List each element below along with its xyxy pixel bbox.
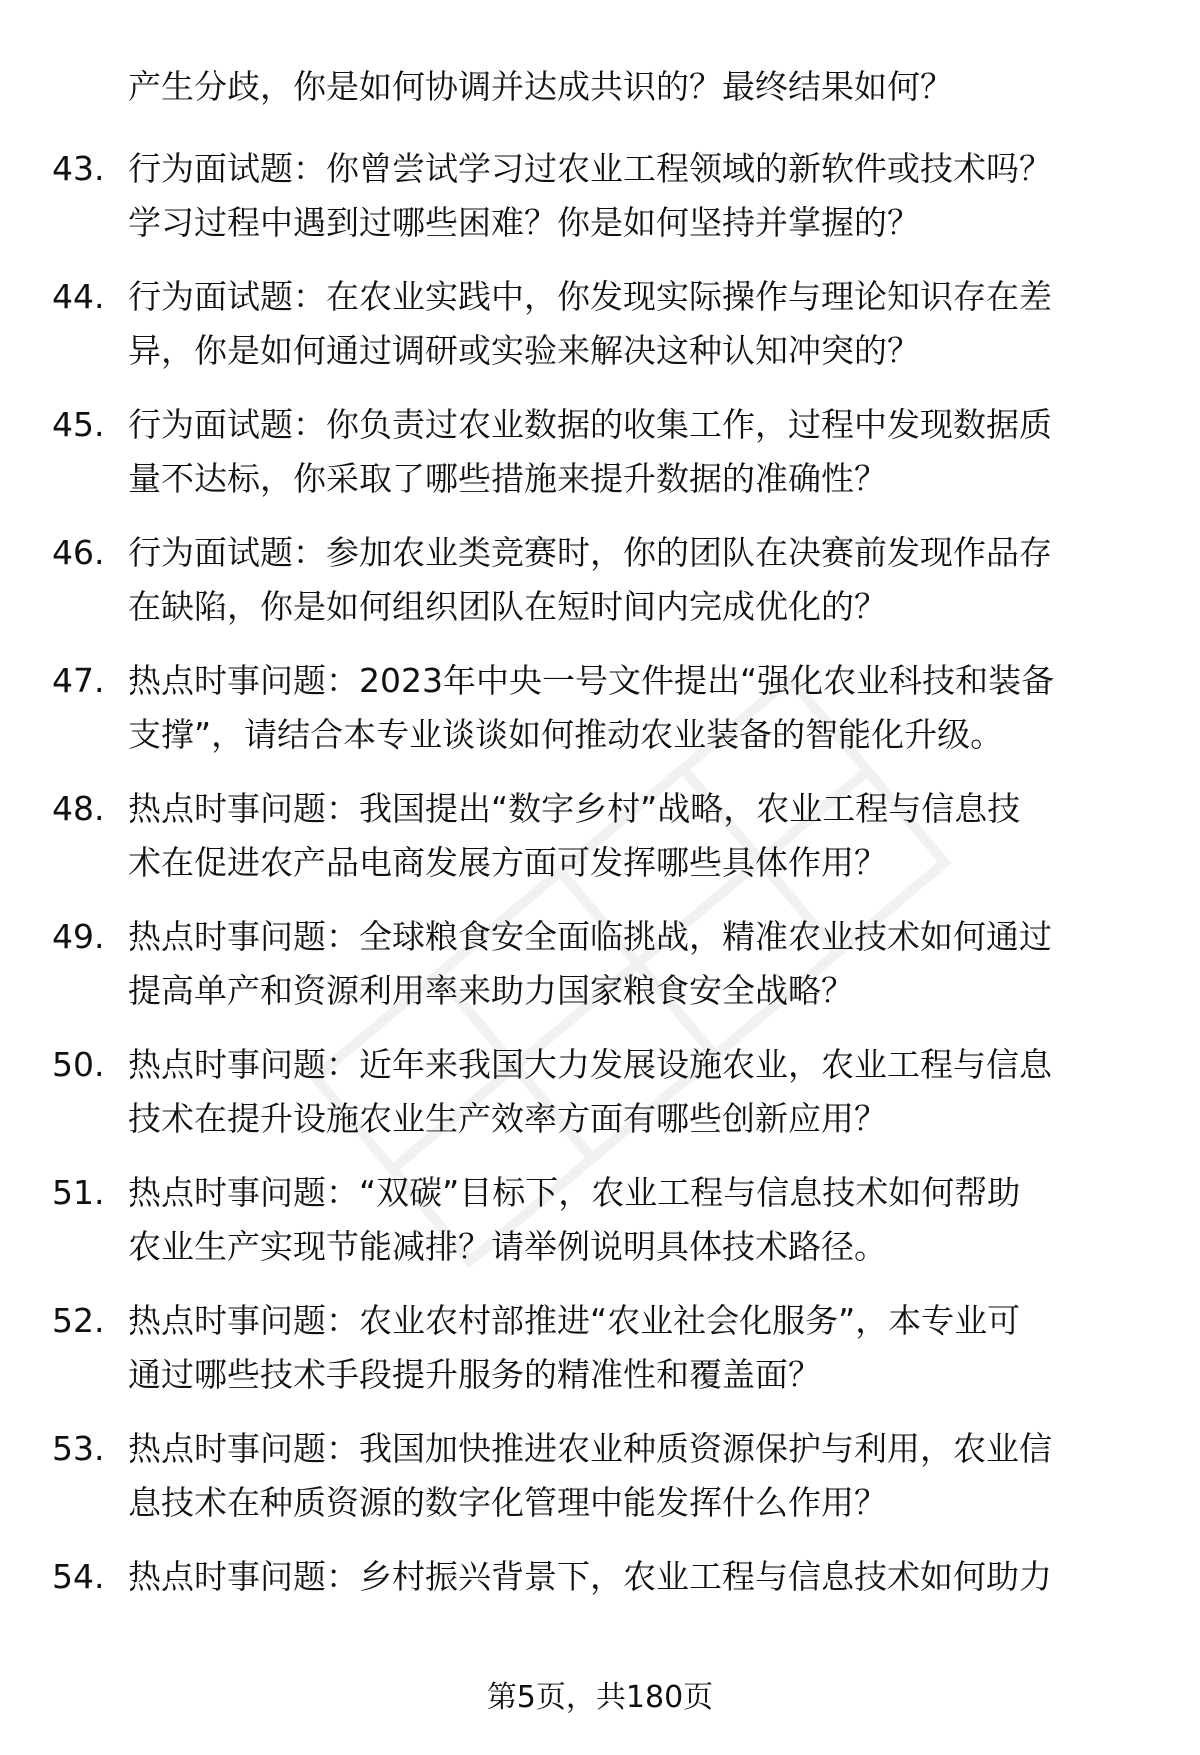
question-text-line: 支撑”，请结合本专业谈谈如何推动农业装备的智能化升级。	[128, 715, 1004, 754]
question-text-line: 提高单产和资源利用率来助力国家粮食安全战略？	[128, 971, 854, 1010]
question-list	[0, 142, 1200, 1678]
continued-question-text: 产生分歧，你是如何协调并达成共识的？最终结果如何？	[128, 67, 953, 106]
question-number: 45.	[52, 405, 105, 444]
question-text-line: 行为面试题：你负责过农业数据的收集工作，过程中发现数据质	[128, 405, 1052, 444]
question-text	[128, 398, 1150, 506]
question-item	[0, 910, 1200, 1038]
question-text	[128, 270, 1150, 378]
question-text-line: 热点时事问题：乡村振兴背景下，农业工程与信息技术如何助力	[128, 1557, 1052, 1596]
question-text-line: 在缺陷，你是如何组织团队在短时间内完成优化的？	[128, 587, 887, 626]
question-text	[128, 526, 1150, 634]
question-item	[0, 526, 1200, 654]
question-number: 50.	[52, 1045, 105, 1084]
question-text	[128, 1038, 1150, 1146]
question-text	[128, 142, 1150, 250]
question-text-line: 学习过程中遇到过哪些困难？你是如何坚持并掌握的？	[128, 203, 920, 242]
question-text-line: 术在促进农产品电商发展方面可发挥哪些具体作用？	[128, 843, 887, 882]
question-item	[0, 782, 1200, 910]
question-text-line: 量不达标，你采取了哪些措施来提升数据的准确性？	[128, 459, 887, 498]
question-text	[128, 910, 1150, 1018]
question-text	[128, 782, 1150, 890]
question-text	[128, 1550, 1150, 1604]
question-text-line: 热点时事问题：全球粮食安全面临挑战，精准农业技术如何通过	[128, 917, 1052, 956]
question-item	[0, 1422, 1200, 1550]
question-text-line: 异，你是如何通过调研或实验来解决这种认知冲突的？	[128, 331, 920, 370]
question-item	[0, 142, 1200, 270]
question-number: 48.	[52, 789, 105, 828]
question-item	[0, 398, 1200, 526]
question-text-line: 技术在提升设施农业生产效率方面有哪些创新应用？	[128, 1099, 887, 1138]
question-text-line: 行为面试题：参加农业类竞赛时，你的团队在决赛前发现作品存	[128, 533, 1052, 572]
question-number: 53.	[52, 1429, 105, 1468]
question-number: 51.	[52, 1173, 105, 1212]
question-number: 47.	[52, 661, 105, 700]
question-text-line: 热点时事问题：近年来我国大力发展设施农业，农业工程与信息	[128, 1045, 1052, 1084]
question-text-line: 农业生产实现节能减排？请举例说明具体技术路径。	[128, 1227, 887, 1266]
question-item	[0, 1294, 1200, 1422]
question-item	[0, 270, 1200, 398]
question-item	[0, 1550, 1200, 1678]
question-text-line: 行为面试题：你曾尝试学习过农业工程领域的新软件或技术吗？	[128, 149, 1052, 188]
question-number: 44.	[52, 277, 105, 316]
question-text-line: 热点时事问题：2023年中央一号文件提出“强化农业科技和装备	[128, 661, 1055, 700]
question-text-line: 息技术在种质资源的数字化管理中能发挥什么作用？	[128, 1483, 887, 1522]
question-number: 52.	[52, 1301, 105, 1340]
question-number: 46.	[52, 533, 105, 572]
page-footer: 第5页，共180页	[486, 1680, 714, 1715]
question-item	[0, 1166, 1200, 1294]
question-text-line: 通过哪些技术手段提升服务的精准性和覆盖面？	[128, 1355, 821, 1394]
question-item	[0, 1038, 1200, 1166]
question-text-line: 热点时事问题：我国提出“数字乡村”战略，农业工程与信息技	[128, 789, 1021, 828]
question-text-line: 热点时事问题：我国加快推进农业种质资源保护与利用，农业信	[128, 1429, 1052, 1468]
question-text	[128, 1294, 1150, 1402]
question-text-line: 行为面试题：在农业实践中，你发现实际操作与理论知识存在差	[128, 277, 1052, 316]
question-text	[128, 654, 1150, 762]
question-text-line: 热点时事问题：“双碳”目标下，农业工程与信息技术如何帮助	[128, 1173, 1021, 1212]
question-text-line: 热点时事问题：农业农村部推进“农业社会化服务”，本专业可	[128, 1301, 1021, 1340]
question-number: 54.	[52, 1557, 105, 1596]
question-text	[128, 1166, 1150, 1274]
question-item	[0, 654, 1200, 782]
question-number: 43.	[52, 149, 105, 188]
question-text	[128, 1422, 1150, 1530]
question-number: 49.	[52, 917, 105, 956]
